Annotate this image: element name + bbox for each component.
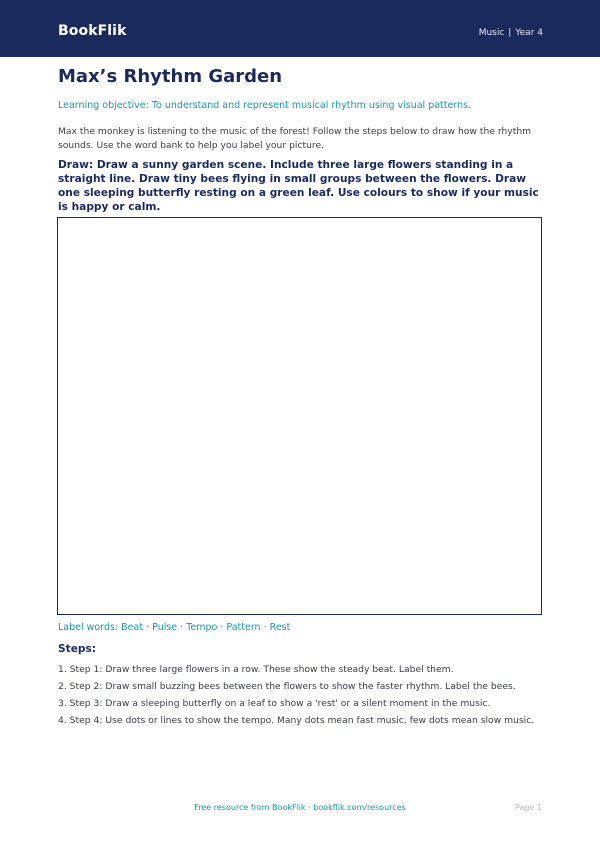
step-item: 4. Step 4: Use dots or lines to show the tempo. Many dots mean fast music, few dots mean slow music.: [58, 715, 535, 726]
header-separator: |: [508, 28, 512, 38]
steps-list: [58, 661, 548, 729]
step-item: 1. Step 1: Draw three large flowers in a row. These show the steady beat. Label them.: [58, 664, 454, 675]
brand-logo-text: BookFlik: [58, 23, 127, 39]
footer-resource-link[interactable]: Free resource from BookFlik · bookflik.com/resources: [194, 803, 406, 812]
learning-objective: Learning objective: To understand and represent musical rhythm using visual patterns.: [58, 100, 472, 111]
page-number: Page 1: [515, 803, 542, 812]
intro-paragraph: Max the monkey is listening to the music of the forest! Follow the steps below to draw how the rhythm sounds. Use the word bank to help you label your picture.: [58, 126, 532, 151]
subject-label: Music: [478, 28, 505, 38]
year-label: Year 4: [515, 28, 543, 38]
draw-instruction: Draw: Draw a sunny garden scene. Include three large flowers standing in a straight line. Draw tiny bees flying in small groups between the flowers. Draw one sleeping butterfly resting on a green leaf. Use colours to show if your music is happy or calm.: [58, 159, 539, 213]
subject-year-label: [479, 28, 543, 38]
step-item: 3. Step 3: Draw a sleeping butterfly on a leaf to show a 'rest' or a silent moment in the music.: [58, 698, 491, 709]
worksheet-title: Max’s Rhythm Garden: [58, 66, 283, 87]
step-item: 2. Step 2: Draw small buzzing bees between the flowers to show the faster rhythm. Label the bees.: [58, 681, 516, 692]
drawing-area[interactable]: [57, 217, 542, 615]
label-word-bank: Label words: Beat · Pulse · Tempo · Pattern · Rest: [58, 622, 291, 633]
page-header: [0, 0, 600, 57]
steps-heading: Steps:: [58, 643, 97, 655]
